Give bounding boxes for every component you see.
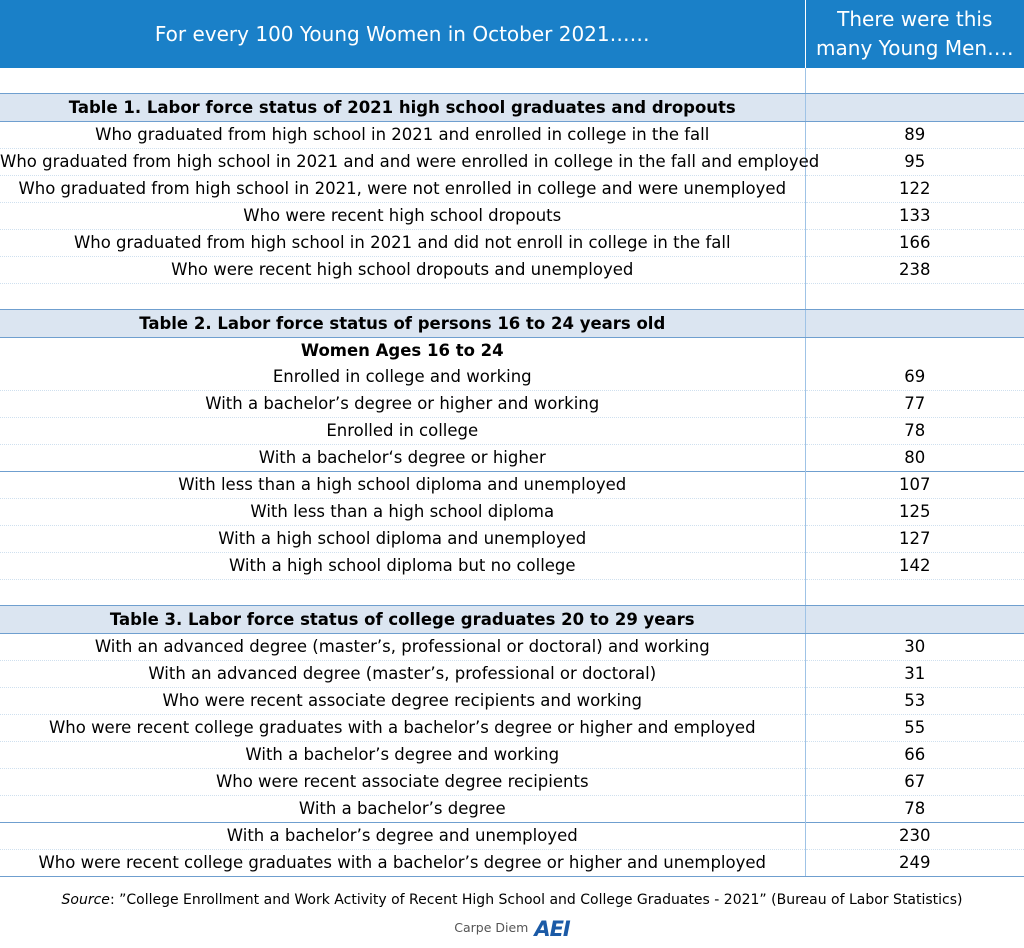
section-header [0, 310, 1024, 338]
header-right-line2: many Young Men…. [816, 36, 1014, 60]
row-value: 66 [805, 742, 1024, 769]
section-title: Table 1. Labor force status of 2021 high school graduates and dropouts [0, 94, 805, 122]
row-value: 67 [805, 769, 1024, 796]
row-value: 133 [805, 203, 1024, 230]
row-label: Who graduated from high school in 2021, were not enrolled in college and were unemployed [0, 176, 805, 203]
table-row [0, 850, 1024, 877]
row-label: Who were recent high school dropouts [0, 203, 805, 230]
source-note [0, 889, 1024, 911]
section-header [0, 94, 1024, 122]
section-title: Table 3. Labor force status of college graduates 20 to 29 years [0, 606, 805, 634]
row-label: Who were recent associate degree recipients and working [0, 688, 805, 715]
row-value: 78 [805, 796, 1024, 823]
table-row [0, 445, 1024, 472]
table-row [0, 796, 1024, 823]
footer-branding [0, 915, 1024, 942]
table-row [0, 823, 1024, 850]
table-row [0, 472, 1024, 499]
row-value: 80 [805, 445, 1024, 472]
row-label: With a bachelor’s degree or higher and working [0, 391, 805, 418]
row-value: 249 [805, 850, 1024, 877]
row-label: With a bachelor’s degree and working [0, 742, 805, 769]
row-label: Who were recent college graduates with a bachelor’s degree or higher and unemployed [0, 850, 805, 877]
row-value: 125 [805, 499, 1024, 526]
row-label: Who were recent high school dropouts and unemployed [0, 257, 805, 284]
row-value: 69 [805, 364, 1024, 391]
row-label: With a high school diploma and unemployed [0, 526, 805, 553]
row-label: With less than a high school diploma and unemployed [0, 472, 805, 499]
table-row [0, 176, 1024, 203]
row-label: Enrolled in college [0, 418, 805, 445]
table-row [0, 391, 1024, 418]
row-label: With less than a high school diploma [0, 499, 805, 526]
table-row [0, 634, 1024, 661]
subsection-header [0, 338, 1024, 365]
row-value: 95 [805, 149, 1024, 176]
row-value: 78 [805, 418, 1024, 445]
table-row [0, 122, 1024, 149]
table-row [0, 149, 1024, 176]
table-row [0, 715, 1024, 742]
row-value: 55 [805, 715, 1024, 742]
table-row [0, 688, 1024, 715]
source-label: Source [61, 892, 110, 908]
table-row [0, 257, 1024, 284]
row-label: With a bachelor’s degree and unemployed [0, 823, 805, 850]
header-right [805, 0, 1024, 68]
row-value: 127 [805, 526, 1024, 553]
table-row [0, 418, 1024, 445]
row-label: Who were recent associate degree recipients [0, 769, 805, 796]
row-value: 166 [805, 230, 1024, 257]
row-value: 107 [805, 472, 1024, 499]
table-row [0, 553, 1024, 580]
row-value: 238 [805, 257, 1024, 284]
row-value: 89 [805, 122, 1024, 149]
row-value: 77 [805, 391, 1024, 418]
row-label: With a bachelor‘s degree or higher [0, 445, 805, 472]
spacer-row [0, 284, 1024, 310]
table-row [0, 742, 1024, 769]
row-label: With an advanced degree (master’s, professional or doctoral) and working [0, 634, 805, 661]
row-value: 122 [805, 176, 1024, 203]
row-label: Who graduated from high school in 2021 and enrolled in college in the fall [0, 122, 805, 149]
row-value: 30 [805, 634, 1024, 661]
spacer-row [0, 68, 1024, 94]
row-label: With a high school diploma but no college [0, 553, 805, 580]
section-title: Table 2. Labor force status of persons 16 to 24 years old [0, 310, 805, 338]
table-row [0, 499, 1024, 526]
spacer-row [0, 580, 1024, 606]
header-row [0, 0, 1024, 68]
row-value: 31 [805, 661, 1024, 688]
table-row [0, 364, 1024, 391]
row-label: Who graduated from high school in 2021 and and were enrolled in college in the fall and employed [0, 149, 805, 176]
table-row [0, 203, 1024, 230]
header-right-line1: There were this [837, 7, 993, 31]
footer-text: Carpe Diem [454, 920, 529, 935]
row-value: 53 [805, 688, 1024, 715]
subsection-title: Women Ages 16 to 24 [300, 341, 504, 360]
row-value: 230 [805, 823, 1024, 850]
source-text: : ”College Enrollment and Work Activity of Recent High School and College Graduates - 2021” (Bureau of Labor Statistics) [109, 892, 963, 908]
table-row [0, 769, 1024, 796]
table-row [0, 526, 1024, 553]
table-row [0, 230, 1024, 257]
row-label: Who graduated from high school in 2021 and did not enroll in college in the fall [0, 230, 805, 257]
row-value: 142 [805, 553, 1024, 580]
table-row [0, 661, 1024, 688]
aei-logo: AEI [534, 916, 570, 941]
row-label: Enrolled in college and working [0, 364, 805, 391]
row-label: With an advanced degree (master’s, professional or doctoral) [0, 661, 805, 688]
row-label: With a bachelor’s degree [0, 796, 805, 823]
row-label: Who were recent college graduates with a bachelor’s degree or higher and employed [0, 715, 805, 742]
section-header [0, 606, 1024, 634]
header-left: For every 100 Young Women in October 2021…… [0, 0, 805, 68]
